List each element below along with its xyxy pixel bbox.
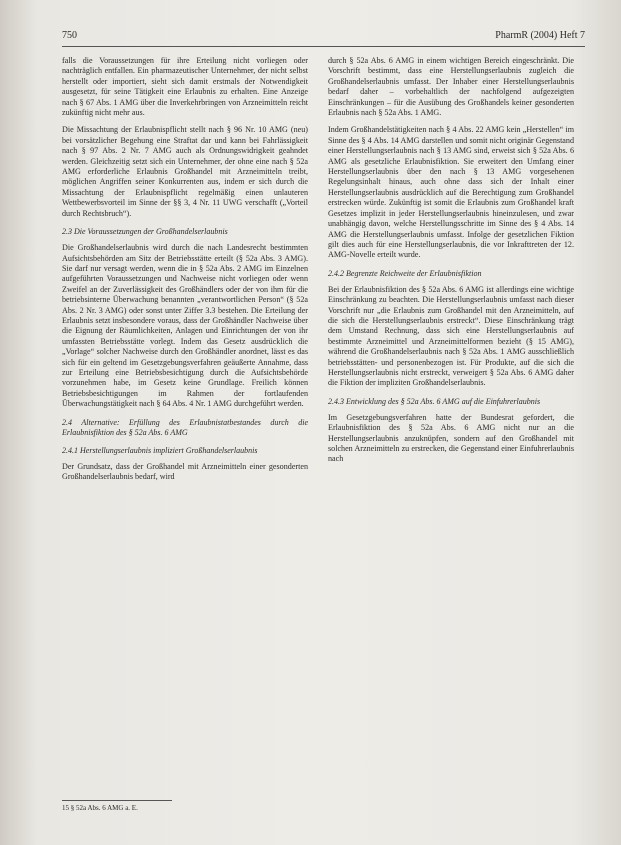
footnote-text: 15 § 52a Abs. 6 AMG a. E. [62,804,138,812]
paragraph: Indem Großhandelstätigkeiten nach § 4 Abs. 22 AMG kein „Herstellen“ im Sinne des § 4 Abs. 14 AMG darstellen und somit nicht originär Gegenstand einer Herstellungserlaubnis nach § 13 AMG sind, erweist sich § 52a Abs. 6 AMG als gesetzliche Erlaubnisfiktion. Sie erweitert den Umfang einer Herstellungserlaubnis über den nach § 13 AMG vorgesehenen Regelungsinhalt hinaus, auch ohne dass sich der Inhalt einer Herstellungserlaubnis ausdrücklich auf die Berechtigung zum Großhandel erstrecken würde. Zukünftig ist somit die Erlaubnis zum Großhandel kraft Gesetzes implizit in jeder Herstellungserlaubnis hineinzulesen, und zwar unabhängig davon, welche Herstellungsschritte im Sinne des § 4 Abs. 14 AMG die Herstellungserlaubnis umfasst. Infolge der gesetzlichen Fiktion gilt dies auch für eine Herstellungserlaubnis, die vor Inkrafttreten der 12. AMG-Novelle erteilt wurde. [328,125,574,260]
journal-title: PharmR (2004) Heft 7 [495,30,585,41]
section-heading: 2.4.3 Entwicklung des § 52a Abs. 6 AMG auf die Einfuhrerlaubnis [328,396,541,406]
section-heading: 2.4.2 Begrenzte Reichweite der Erlaubnisfiktion [328,268,482,278]
right-column [328,56,574,472]
paragraph: Die Missachtung der Erlaubnispflicht stellt nach § 96 Nr. 10 AMG (neu) bei vorsätzlicher Begehung eine Straftat dar und kann bei Fahrlässigkeit nach § 97 Abs. 2 Nr. 7 AMG auch als Ordnungswidrigkeit geahndet werden. Gleichzeitig setzt sich ein Unternehmer, der ohne eine nach § 52a AMG erforderliche Erlaubnis Großhandel mit Arzneimitteln treibt, möglichen Angriffen seiner Konkurrenten aus, indem er sich durch die Missachtung der Erlaubnispflicht regelmäßig einen unlauteren Wettbewerbsvorteil im Sinne der §§ 3, 4 Nr. 11 UWG verschafft („Vorteil durch Rechtsbruch“). [62,125,308,218]
section-heading: 2.4 Alternative: Erfüllung des Erlaubnistatbestandes durch die Erlaubnisfiktion des § 52a Abs. 6 AMG [62,417,308,437]
paragraph: falls die Voraussetzungen für ihre Erteilung nicht vorliegen oder nachträglich entfallen. Ein pharmazeutischer Unternehmer, der nicht selbst herstellt oder importiert, sieht sich damit erstmals der Notwendigkeit ausgesetzt, für seine Tätigkeit eine Erlaubnis zu erhalten. Eine Anzeige nach § 67 Abs. 1 AMG über die Inverkehrbringen von Arzneimitteln reicht zukünftig nicht mehr aus. [62,56,308,118]
paragraph: Bei der Erlaubnisfiktion des § 52a Abs. 6 AMG ist allerdings eine wichtige Einschränkung zu beachten. Die Herstellungserlaubnis umfasst nach dieser Vorschrift nur „die Erlaubnis zum Großhandel mit den Arzneimitteln, auf die sich die Herstellungserlaubnis erstreckt“. Diese Einschränkung trägt dem Umstand Rechnung, dass sich eine Herstellungserlaubnis auf bestimmte Arzneimittel und Arzneimittelformen bezieht (§ 15 AMG), während die Großhandelserlaubnis nach § 52a Abs. 1 AMG ausschließlich betriebsstätten- und personenbezogen ist. Für Produkte, auf die sich die Herstellungserlaubnis nicht erstreckt, verweigert § 52a Abs. 6 AMG daher die Fiktion der impliziten Großhandelserlaubnis. [328,284,574,388]
footnote [62,800,172,812]
left-column [62,56,308,489]
page-number: 750 [62,30,77,41]
paragraph: Der Grundsatz, dass der Großhandel mit Arzneimitteln einer gesonderten Großhandelserlaubnis bedarf, wird [62,461,308,481]
section-heading: 2.3 Die Voraussetzungen der Großhandelserlaubnis [62,227,228,237]
paragraph: durch § 52a Abs. 6 AMG in einem wichtigen Bereich eingeschränkt. Die Vorschrift bestimmt, dass eine Herstellungserlaubnis zugleich die Großhandelserlaubnis umfasst. Der Inhaber einer Herstellungserlaubnis bedarf daher – vorbehaltlich der nachfolgend aufgezeigten Einschränkungen – für die Ausübung des Großhandels keiner gesonderten Erlaubnis nach § 52a Abs. 1 AMG. [328,56,574,118]
paragraph: Die Großhandelserlaubnis wird durch die nach Landesrecht bestimmten Aufsichtsbehörden am Sitz der Betriebsstätte erteilt (§ 52a Abs. 3 AMG). Sie darf nur versagt werden, wenn die in § 52a Abs. 2 AMG im Einzelnen aufgeführten Voraussetzungen und Nachweise nicht vorliegen oder wenn Zweifel an der Zuverlässigkeit des Großhändlers oder der von ihm für die betriebsinterne Überwachung benannten „verantwortlichen Person“ (§ 52a Abs. 2 Nr. 3 AMG) oder sonst unter Ziffer 3.3 bestehen. Die Erteilung der Erlaubnis setzt insbesondere voraus, dass der Großhändler Nachweise über die Eignung der Räumlichkeiten, Anlagen und Einrichtungen der von ihr umfassten Betriebsstätte vorlegt. Indem das Gesetz ausdrücklich die „Vorlage“ solcher Nachweise durch den Großhändler anordnet, lässt es das sich für ein geltend im Gesetzgebungsverfahren geäußerte Annahme, dass zur Erteilung eine Betriebsbesichtigung durch die Aufsichtsbehörde vorzunehmen habe, im Gesetz keine Grundlage. Freilich können Betriebsbesichtigungen im Rahmen der fortlaufenden Überwachungstätigkeit nach § 64 Abs. 4 Nr. 1 AMG durchgeführt werden. [62,243,308,409]
page-header [62,30,585,47]
section-heading: 2.4.1 Herstellungserlaubnis impliziert Großhandelserlaubnis [62,445,258,455]
paragraph: Im Gesetzgebungsverfahren hatte der Bundesrat gefordert, die Erlaubnisfiktion des § 52a Abs. 6 AMG nicht nur an die Herstellungserlaubnis anzuknüpfen, sondern auf den Großhandel mit solchen Arzneimitteln zu erstrecken, die Gegenstand einer Einfuhrerlaubnis nach [328,412,574,464]
